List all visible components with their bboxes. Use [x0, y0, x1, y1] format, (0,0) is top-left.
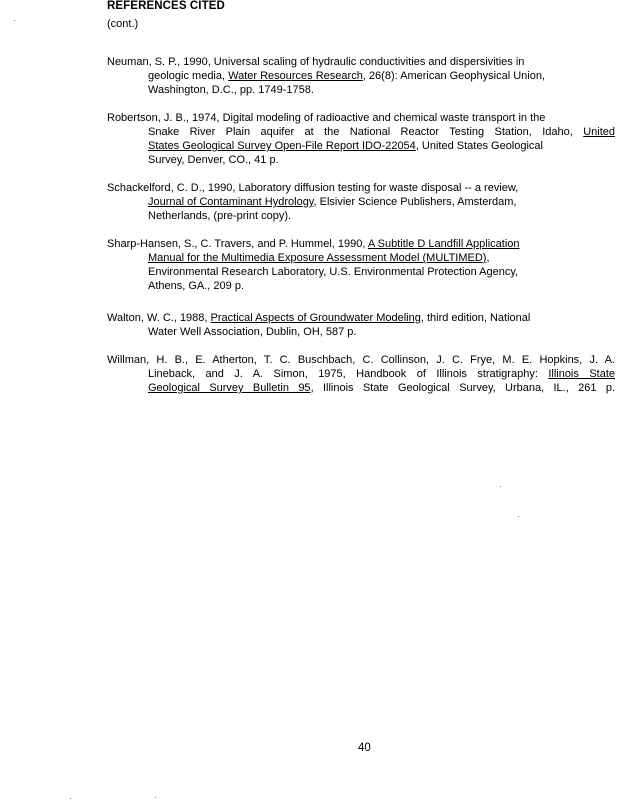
reference-line [107, 367, 615, 381]
reference-line [107, 209, 615, 223]
reference-line [107, 125, 615, 139]
reference-line [107, 279, 615, 293]
reference-text: Neuman, S. P., 1990, Universal scaling of hydraulic conductivities and dispersivities in [107, 56, 525, 68]
page-number: 40 [358, 742, 371, 754]
reference-line [107, 83, 615, 97]
reference-line [107, 69, 615, 83]
reference-text: Washington, D.C., pp. 1749-1758. [148, 84, 314, 96]
reference-text: Snake River Plain aquifer at the National Reactor Testing Station, Idaho, [148, 126, 584, 138]
reference-source-title: Geological Survey Bulletin 95 [148, 382, 311, 394]
reference-text: Robertson, J. B., 1974, Digital modeling of radioactive and chemical waste transport in the [107, 112, 546, 124]
section-heading: REFERENCES CITED [107, 0, 225, 12]
section-subheading: (cont.) [107, 18, 139, 30]
reference-text: Netherlands, (pre-print copy). [148, 210, 292, 222]
reference-text: Lineback, and J. A. Simon, 1975, Handbook of Illinois stratigraphy: [148, 368, 549, 380]
reference-text: Environmental Research Laboratory, U.S. Environmental Protection Agency, [148, 266, 519, 278]
reference-line [107, 153, 615, 167]
reference-line [107, 381, 615, 395]
reference-text: , Elsivier Science Publishers, Amsterdam, [313, 196, 517, 208]
reference-text: Walton, W. C., 1988, [107, 312, 211, 324]
reference-source-title: States Geological Survey Open-File Report IDO-22054 [148, 140, 416, 152]
reference-line [107, 251, 615, 265]
reference-text: , Illinois State Geological Survey, Urbana, IL., 261 p. [310, 382, 616, 394]
reference-line [107, 111, 615, 125]
reference-source-title: Water Resources Research [228, 70, 363, 82]
reference-text: , United States Geological [415, 140, 543, 152]
scan-speck [500, 486, 501, 487]
reference-line [107, 181, 615, 195]
reference-text: , [486, 252, 490, 264]
reference-text: , 26(8): American Geophysical Union, [362, 70, 546, 82]
scan-speck [155, 797, 156, 798]
reference-entry [107, 237, 615, 293]
scan-speck [518, 516, 519, 517]
reference-text: Schackelford, C. D., 1990, Laboratory diffusion testing for waste disposal -- a review, [107, 182, 519, 194]
reference-entry [107, 55, 615, 97]
reference-source-title: Illinois State [548, 368, 615, 380]
reference-text: Athens, GA., 209 p. [148, 280, 245, 292]
reference-line [107, 325, 615, 339]
reference-line [107, 311, 615, 325]
reference-text: geologic media, [148, 70, 229, 82]
reference-text: Sharp-Hansen, S., C. Travers, and P. Hummel, 1990, [107, 238, 368, 250]
scan-speck [70, 798, 71, 799]
reference-text: Water Well Association, Dublin, OH, 587 p. [148, 326, 357, 338]
reference-source-title: Journal of Contaminant Hydrology [148, 196, 314, 208]
reference-source-title: United [583, 126, 615, 138]
reference-entry [107, 181, 615, 223]
reference-line [107, 55, 615, 69]
reference-text: , third edition, National [420, 312, 531, 324]
reference-entry [107, 311, 615, 339]
reference-line [107, 353, 615, 367]
reference-line [107, 195, 615, 209]
reference-text: Willman, H. B., E. Atherton, T. C. Buschbach, C. Collinson, J. C. Frye, M. E. Hopkins, J. A. [107, 354, 615, 366]
reference-line [107, 265, 615, 279]
reference-source-title: Practical Aspects of Groundwater Modeling [210, 312, 421, 324]
reference-source-title: A Subtitle D Landfill Application [367, 238, 520, 250]
reference-source-title: Manual for the Multimedia Exposure Assessment Model (MULTIMED) [148, 252, 487, 264]
reference-line [107, 237, 615, 251]
reference-entry [107, 111, 615, 167]
scan-speck [14, 20, 15, 21]
reference-text: Survey, Denver, CO., 41 p. [148, 154, 279, 166]
reference-line [107, 139, 615, 153]
reference-entry [107, 353, 615, 395]
